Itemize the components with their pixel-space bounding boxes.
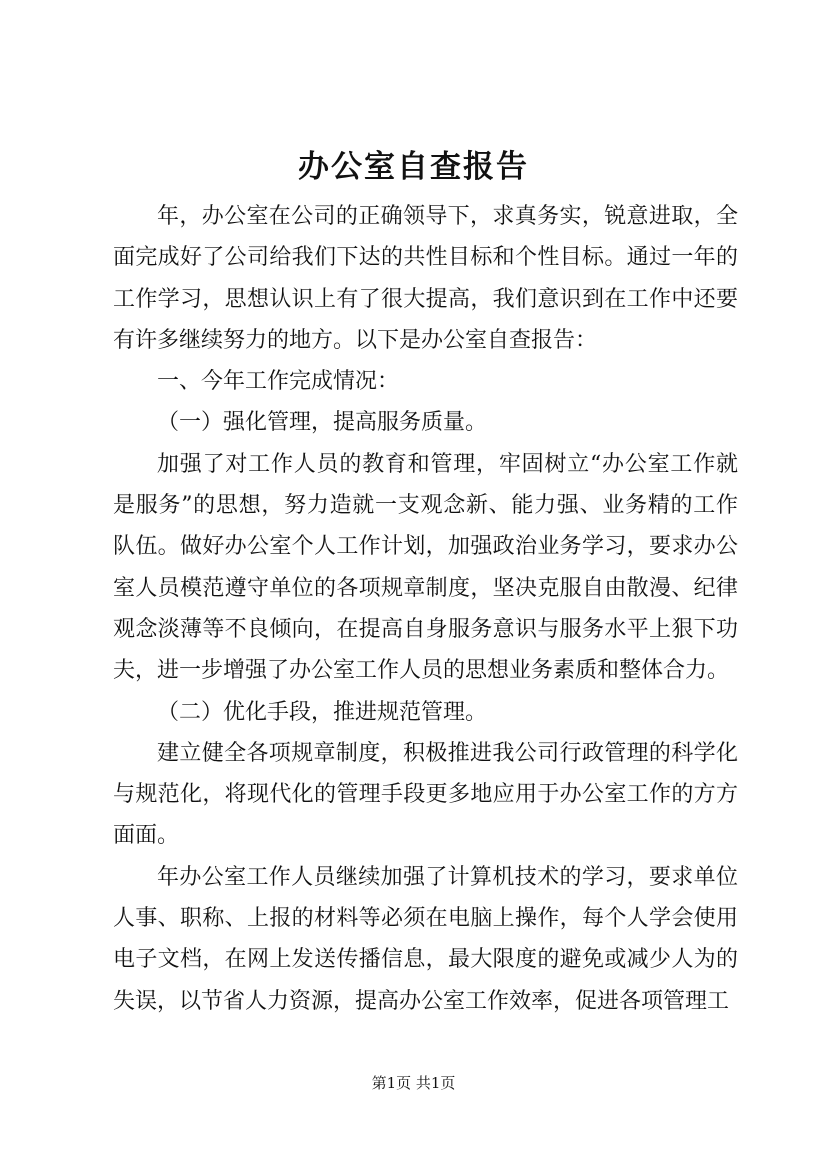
document-body bbox=[113, 196, 738, 1022]
paragraph-intro: 年，办公室在公司的正确领导下，求真务实，锐意进取，全面完成好了公司给我们下达的共性目标和个性目标。通过一年的工作学习，思想认识上有了很大提高，我们意识到在工作中还要有许多继续努力的地方。以下是办公室自查报告： bbox=[113, 204, 738, 353]
paragraph-regulations: 建立健全各项规章制度，积极推进我公司行政管理的科学化与规范化，将现代化的管理手段更多地应用于办公室工作的方方面面。 bbox=[113, 740, 738, 849]
paragraph-management: 加强了对工作人员的教育和管理，牢固树立“办公室工作就是服务”的思想，努力造就一支观念新、能力强、业务精的工作队伍。做好办公室个人工作计划，加强政治业务学习，要求办公室人员模范遵守单位的各项规章制度，坚决克服自由散漫、纪律观念淡薄等不良倾向，在提高自身服务意识与服务水平上狠下功夫，进一步增强了办公室工作人员的思想业务素质和整体合力。 bbox=[113, 451, 738, 684]
subsection-heading-1: （一）强化管理，提高服务质量。 bbox=[157, 410, 488, 436]
section-heading-1: 一、今年工作完成情况： bbox=[157, 369, 400, 395]
document-title: 办公室自查报告 bbox=[298, 149, 529, 185]
paragraph-computer: 年办公室工作人员继续加强了计算机技术的学习，要求单位人事、职称、上报的材料等必须在电脑上操作，每个人学会使用电子文档，在网上发送传播信息，最大限度的避免或减少人为的失误，以节省人力资源，提高办公室工作效率，促进各项管理工 bbox=[113, 864, 738, 1014]
page-footer: 第1页 共1页 bbox=[371, 1074, 456, 1092]
subsection-heading-2: （二）优化手段，推进规范管理。 bbox=[157, 699, 488, 725]
